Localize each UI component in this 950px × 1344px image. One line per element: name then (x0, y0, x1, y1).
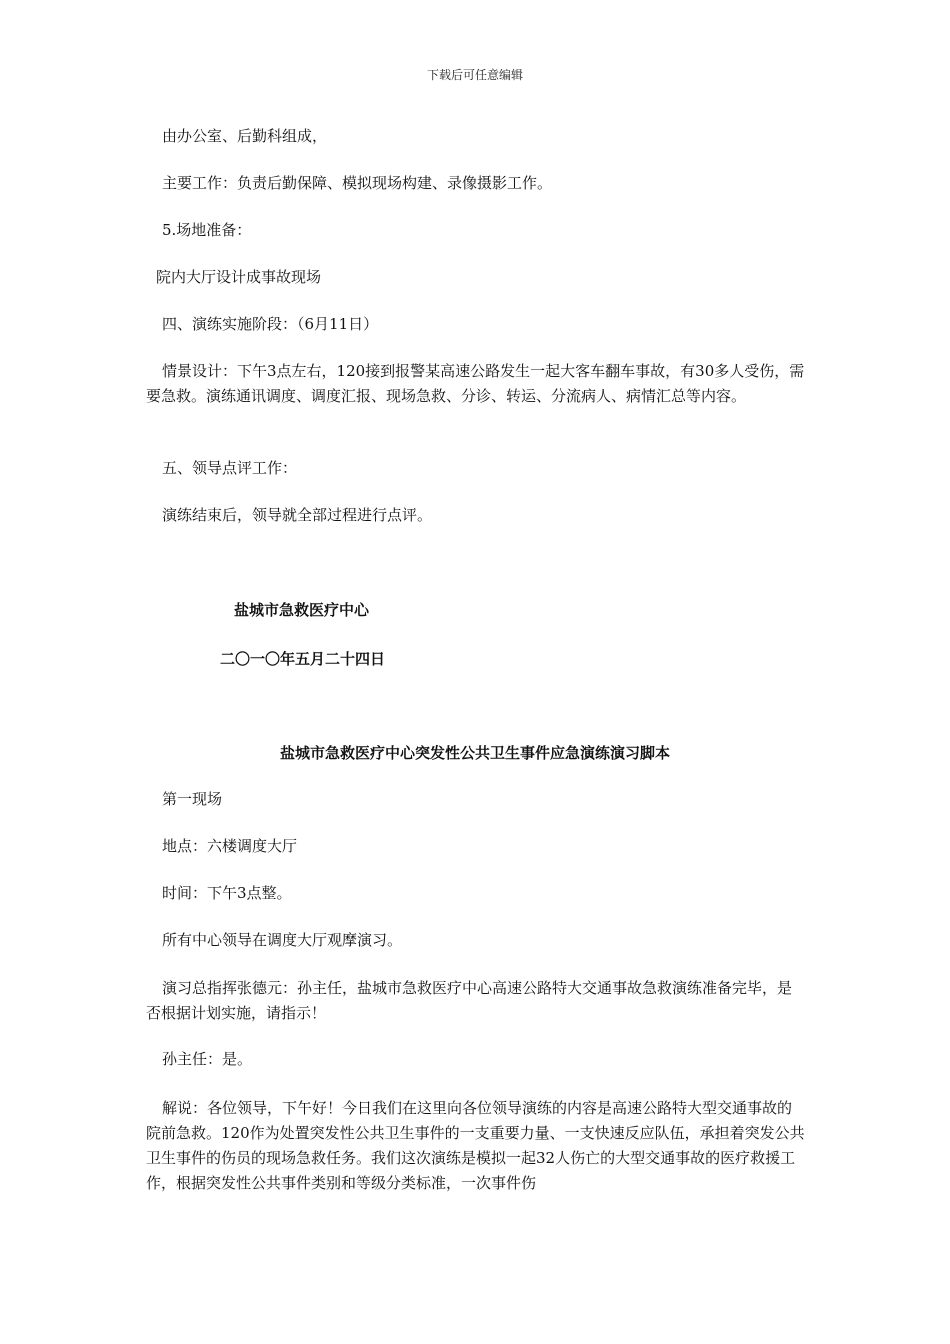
paragraph-narration: 解说：各位领导，下午好！今日我们在这里向各位领导演练的内容是高速公路特大型交通事故的院前急救。120作为处置突发性公共卫生事件的一支重要力量、一支快速反应队伍，承担着突发公共卫生事件的伤员的现场急救任务。我们这次演练是模拟一起32人伤亡的大型交通事故的医疗救援工作，根据突发性公共事件类别和等级分类标准，一次事件伤 (146, 1099, 805, 1192)
paragraph-venue-detail: 院内大厅设计成事故现场 (156, 268, 322, 286)
paragraph-first-scene: 第一现场 (162, 790, 223, 808)
paragraph-time: 时间：下午3点整。 (162, 884, 292, 902)
paragraph-venue-prep: 5.场地准备： (162, 221, 252, 239)
paragraph-commander-report: 演习总指挥张德元：孙主任，盐城市急救医疗中心高速公路特大交通事故急救演练准备完毕，是否根据计划实施，请指示！ (146, 979, 793, 1022)
signature-organization: 盐城市急救医疗中心 (234, 601, 370, 619)
paragraph-leaders-observe: 所有中心领导在调度大厅观摩演习。 (162, 931, 403, 949)
paragraph-stage-four: 四、演练实施阶段：（6月11日） (162, 315, 379, 333)
script-title: 盐城市急救医疗中心突发性公共卫生事件应急演练演习脚本 (279, 744, 670, 762)
paragraph-location: 地点：六楼调度大厅 (162, 837, 298, 855)
paragraph-review: 演练结束后，领导就全部过程进行点评。 (162, 506, 433, 524)
paragraph-director-reply: 孙主任：是。 (162, 1050, 253, 1068)
page-header-note: 下载后可任意编辑 (426, 68, 523, 82)
paragraph-main-work: 主要工作：负责后勤保障、模拟现场构建、录像摄影工作。 (162, 174, 553, 192)
paragraph-stage-five: 五、领导点评工作： (162, 459, 298, 477)
paragraph-scenario-design: 情景设计：下午3点左右，120接到报警某高速公路发生一起大客车翻车事故，有30多人受伤，需要急救。演练通讯调度、调度汇报、现场急救、分诊、转运、分流病人、病情汇总等内容。 (146, 362, 805, 405)
signature-date: 二〇一〇年五月二十四日 (220, 650, 386, 668)
paragraph-office-composition: 由办公室、后勤科组成， (162, 127, 328, 145)
